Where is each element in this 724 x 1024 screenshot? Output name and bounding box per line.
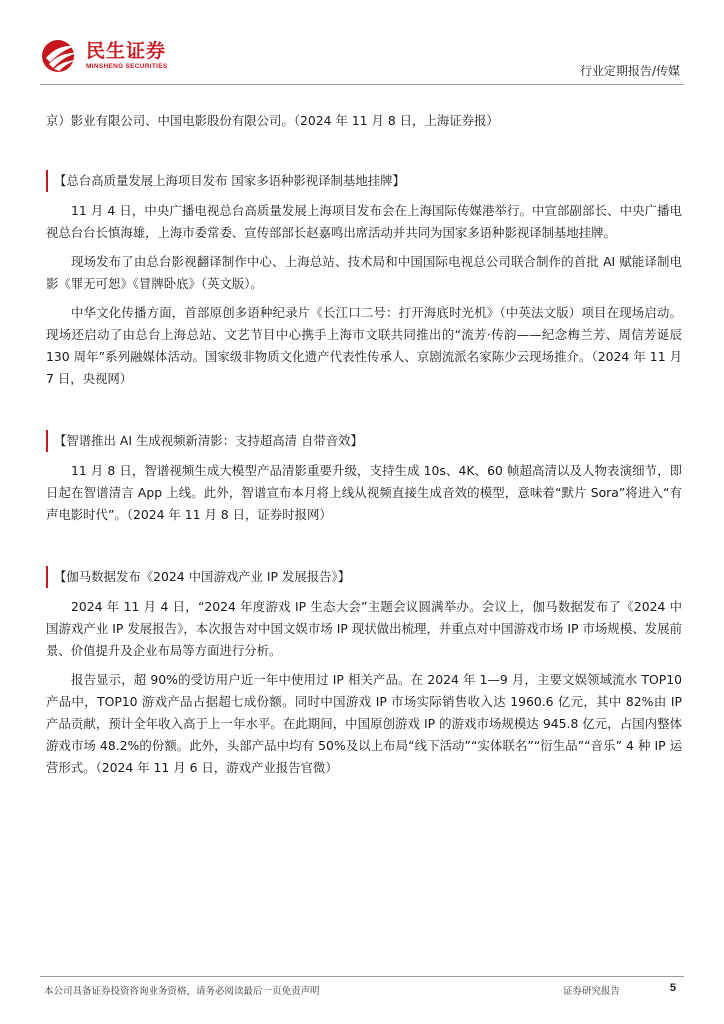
section-title: 【伽马数据发布《2024 中国游戏产业 IP 发展报告》】 — [46, 566, 682, 588]
section-paragraph: 11 月 4 日，中央广播电视总台高质量发展上海项目发布会在上海国际传媒港举行。中宣部副部长、中央广播电视总台台长慎海雄，上海市委常委、宣传部部长赵嘉鸣出席活动并共同为国家多语种影视译制基地挂牌。 — [46, 203, 682, 240]
section-paragraph: 报告显示，超 90%的受访用户近一年中使用过 IP 相关产品。在 2024 年 1—9 月，主要文娱领域流水 TOP10 产品中，TOP10 游戏产品占据超七成份额。同时中国游戏 IP 市场实际销售收入达 1960.6 亿元，其中 82%由 IP 产品贡献，预计全年收入高于上一年水平。在此期间，中国原创游戏 IP 的游戏市场规模达 945.8 亿元，占国内整体游戏市场 48.2%的份额。此外，头部产品中均有 50%及以上布局“线下活动”“实体联名”“衍生品”“音乐” 4 种 IP 运营形式。（2024 年 11 月 6 日，游戏产业报告官微） — [46, 672, 682, 775]
news-section — [46, 430, 682, 526]
news-section — [46, 566, 682, 779]
page-number: 5 — [669, 982, 676, 994]
intro-paragraph: 京）影业有限公司、中国电影股份有限公司。（2024 年 11 月 8 日，上海证券报） — [46, 113, 499, 128]
section-paragraph: 11 月 8 日，智谱视频生成大模型产品清影重要升级，支持生成 10s、4K、60 帧超高清以及人物表演细节，即日起在智谱清言 App 上线。此外，智谱宣布本月将上线从视频直接生成音效的模型，意味着“默片 Sora”将进入“有声电影时代”。（2024 年 11 月 8 日，证券时报网） — [46, 463, 682, 522]
section-paragraph: 中华文化传播方面，首部原创多语种纪录片《长江口二号：打开海底时光机》（中英法文版）项目在现场启动。现场还启动了由总台上海总站、文艺节目中心携手上海市文联共同推出的“流芳·传韵——纪念梅兰芳、周信芳诞辰 130 周年”系列融媒体活动。国家级非物质文化遗产代表性传承人、京剧流派名家陈少云现场推介。（2024 年 11 月 7 日，央视网） — [46, 305, 682, 386]
section-title: 【总台高质量发展上海项目发布 国家多语种影视译制基地挂牌】 — [46, 170, 682, 192]
company-logo — [40, 38, 168, 74]
footer-report-type: 证券研究报告 — [562, 986, 620, 997]
footer-divider — [40, 976, 684, 977]
logo-english-name: MINSHENG SECURITIES — [86, 63, 168, 70]
section-paragraph: 现场发布了由总台影视翻译制作中心、上海总站、技术局和中国国际电视总公司联合制作的首批 AI 赋能译制电影《罪无可恕》《冒牌卧底》（英文版）。 — [46, 254, 682, 291]
section-title: 【智谱推出 AI 生成视频新清影：支持超高清 自带音效】 — [46, 430, 682, 452]
report-category: 行业定期报告/传媒 — [579, 64, 680, 78]
section-paragraph: 2024 年 11 月 4 日，“2024 年度游戏 IP 生态大会”主题会议圆满举办。会议上，伽马数据发布了《2024 中国游戏产业 IP 发展报告》，本次报告对中国文娱市场 IP 现状做出梳理，并重点对中国游戏市场 IP 市场规模、发展前景、价值提升及企业布局等方面进行分析。 — [46, 599, 682, 658]
minsheng-logo-icon — [40, 38, 80, 74]
page-header — [0, 0, 724, 90]
news-section — [46, 170, 682, 390]
header-divider — [40, 84, 684, 85]
report-body — [46, 110, 682, 779]
logo-chinese-name: 民生证券 — [86, 40, 167, 62]
footer-disclaimer: 本公司具备证券投资咨询业务资格，请务必阅读最后一页免责声明 — [44, 986, 320, 997]
